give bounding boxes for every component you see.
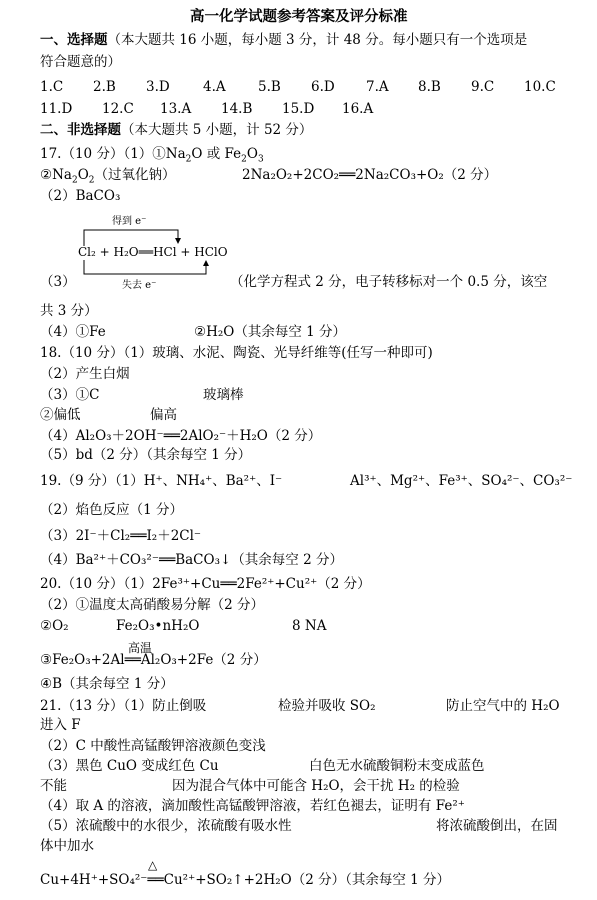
- q17-sub3: 3: [257, 154, 264, 165]
- answer-item: 15.D: [282, 101, 315, 117]
- q18-head: 18.（10 分）（1）玻璃、水泥、陶瓷、光导纤维等(任写一种即可): [40, 345, 433, 361]
- q20-line5: ④B（其余每空 1 分）: [40, 676, 174, 692]
- q21-line7: （5）浓硫酸中的水很少，浓硫酸有吸水性: [40, 818, 292, 834]
- q20-line3b: Fe₂O₃•nH₂O: [116, 618, 200, 634]
- q21-head: 21.（13 分）（1）防止倒吸: [40, 698, 207, 714]
- q17-head: [40, 145, 264, 163]
- answer-item: 8.B: [418, 79, 441, 95]
- q17-sub: 2: [185, 154, 192, 165]
- part1-intro: （本大题共 16 小题，每小题 3 分，计 48 分。每小题只有一个选项是: [107, 32, 528, 48]
- q17-line4b: ②H₂O（其余每空 1 分）: [194, 324, 347, 340]
- q17-l2-b: O: [77, 167, 89, 183]
- gain-label: 得到 e⁻: [112, 216, 147, 227]
- q17-head-c: O: [246, 146, 258, 162]
- q21-line4: （3）黑色 CuO 变成红色 Cu: [40, 758, 219, 774]
- q17-line2: [40, 166, 176, 184]
- q18-line4b: 偏高: [150, 407, 177, 423]
- q19-line3: （3）2I⁻＋Cl₂══I₂＋2Cl⁻: [40, 528, 202, 544]
- part1-heading: 一、选择题: [40, 32, 108, 48]
- answer-item: 2.B: [93, 79, 116, 95]
- q21-headb: 检验并吸收 SO₂: [278, 698, 376, 714]
- q21-line5b: 因为混合气体中可能含 H₂O，会干扰 H₂ 的检验: [172, 778, 460, 794]
- q17-l2-c: （过氧化钠）: [94, 167, 176, 183]
- reaction-equation: Cl₂ + H₂O══HCl + HClO: [78, 245, 228, 259]
- part2-intro: （本大题共 5 小题，计 52 分）: [121, 122, 313, 138]
- part1-intro-cont: 符合题意的）: [40, 54, 121, 70]
- q17-line3: （2）BaCO₃: [40, 188, 121, 204]
- q19-head: 19.（9 分）（1）H⁺、NH₄⁺、Ba²⁺、I⁻: [40, 473, 283, 489]
- q20-line4: ③Fe₂O₃+2Al══Al₂O₃+2Fe（2 分）: [40, 652, 267, 668]
- q18-line6: （5）bd（2 分）（其余每空 1 分）: [40, 447, 252, 463]
- lose-label: 失去 e⁻: [122, 280, 157, 291]
- q17-line3-text2: 共 3 分）: [40, 303, 98, 319]
- answer-item: 4.A: [203, 79, 226, 95]
- q18-line3b: 玻璃棒: [203, 387, 244, 403]
- part1-line1: [40, 31, 527, 49]
- answer-item: 9.C: [471, 79, 495, 95]
- q18-line2: （2）产生白烟: [40, 366, 130, 382]
- reaction-condition: 高温: [128, 641, 153, 655]
- q20-head: 20.（10 分）（1）2Fe³⁺+Cu══2Fe²⁺+Cu²⁺（2 分）: [40, 576, 371, 592]
- q17-sub2: 2: [241, 154, 247, 165]
- q18-line5: （4）Al₂O₃＋2OH⁻══2AlO₂⁻＋H₂O（2 分）: [40, 428, 322, 444]
- q17-l2-a: ②Na: [40, 167, 72, 183]
- q21-line6: （4）取 A 的溶液，滴加酸性高锰酸钾溶液，若红色褪去，证明有 Fe²⁺: [40, 798, 465, 814]
- part2-line: [40, 121, 312, 139]
- q17-line3-num: （3）: [40, 274, 76, 290]
- q18-line4: ②偏低: [40, 407, 81, 423]
- answer-item: 13.A: [160, 101, 192, 117]
- q19-headb: Al³⁺、Mg²⁺、Fe³⁺、SO₄²⁻、CO₃²⁻: [350, 473, 573, 489]
- q18-line3: （3）①C: [40, 387, 100, 403]
- q21-line3: （2）C 中酸性高锰酸钾溶液颜色变浅: [40, 738, 266, 754]
- answer-item: 10.C: [524, 79, 556, 95]
- q19-line2: （2）焰色反应（1 分）: [40, 502, 183, 518]
- answer-item: 3.D: [146, 79, 170, 95]
- q17-line4: （4）①Fe: [40, 324, 106, 340]
- page-title: 高一化学试题参考答案及评分标准: [190, 8, 408, 25]
- answer-item: 14.B: [221, 101, 253, 117]
- q17-l2-sub: 2: [71, 175, 78, 186]
- q17-head-b: O 或 Fe: [191, 146, 242, 162]
- q20-line3: ②O₂: [40, 618, 69, 634]
- answer-item: 16.A: [342, 101, 374, 117]
- q21-headc: 防止空气中的 H₂O: [446, 698, 560, 714]
- answer-item: 12.C: [102, 101, 134, 117]
- answer-item: 6.D: [311, 79, 335, 95]
- answer-item: 1.C: [40, 79, 64, 95]
- answer-item: 7.A: [366, 79, 389, 95]
- q19-line4: （4）Ba²⁺＋CO₃²⁻══BaCO₃↓（其余每空 2 分）: [40, 552, 343, 568]
- heat-condition: △: [148, 858, 158, 872]
- q21-line2: 进入 F: [40, 717, 81, 733]
- q21-line7b: 将浓硫酸倒出，在固: [436, 818, 558, 834]
- q21-line4b: 白色无水硫酸铜粉末变成蓝色: [309, 758, 485, 774]
- answer-item: 11.D: [40, 101, 73, 117]
- q21-line8: 体中加水: [40, 838, 94, 854]
- q20-line2: （2）①温度太高硝酸易分解（2 分）: [40, 597, 264, 613]
- q17-eq2: 2Na₂O₂+2CO₂══2Na₂CO₃+O₂（2 分）: [242, 167, 498, 183]
- q20-line3c: 8 NA: [292, 618, 327, 634]
- q17-head-a: 17.（10 分）（1）①Na: [40, 146, 186, 162]
- q17-l2-sub2: 2: [88, 175, 95, 186]
- electron-transfer-diagram: [78, 210, 238, 290]
- q21-line5: 不能: [40, 778, 67, 794]
- answer-item: 5.B: [258, 79, 281, 95]
- q21-line9: Cu+4H⁺+SO₄²⁻══Cu²⁺+SO₂↑+2H₂O（2 分）（其余每空 1 分）: [40, 872, 451, 888]
- part2-heading: 二、非选择题: [40, 122, 121, 138]
- q17-line3-text: （化学方程式 2 分，电子转移标对一个 0.5 分，该空: [230, 274, 548, 290]
